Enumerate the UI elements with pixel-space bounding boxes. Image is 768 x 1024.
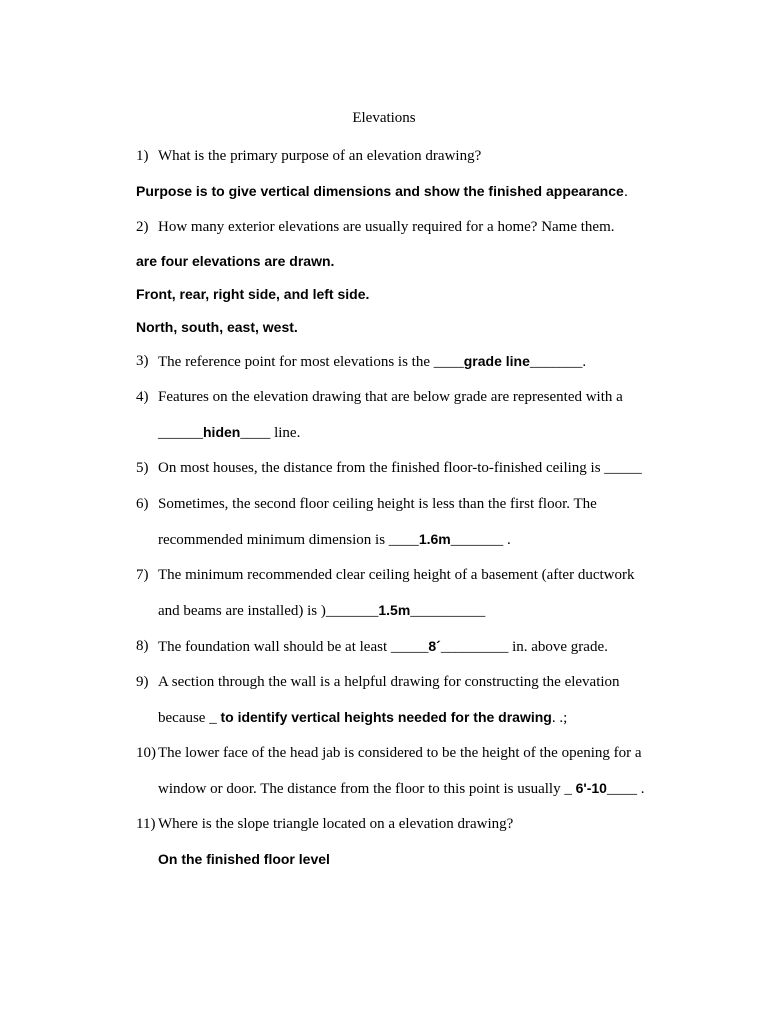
- question-4-number: 4): [136, 389, 149, 405]
- question-4-pre: ______: [158, 425, 203, 441]
- question-11-text: Where is the slope triangle located on a elevation drawing?: [158, 816, 514, 832]
- question-3-number: 3): [136, 353, 149, 369]
- question-9-number: 9): [136, 674, 149, 690]
- question-7-pre: and beams are installed) is )_______: [158, 603, 379, 619]
- question-6-answer: 1.6m: [418, 531, 451, 547]
- question-6-post: _______ .: [450, 532, 511, 548]
- question-8-number: 8): [136, 638, 149, 654]
- page-title: Elevations: [352, 110, 416, 126]
- question-9-pre: because _: [158, 710, 221, 726]
- question-7-answer: 1.5m: [378, 602, 411, 618]
- question-9-post: . .;: [551, 710, 568, 726]
- question-4-text: Features on the elevation drawing that are below grade are represented with a: [158, 389, 623, 405]
- question-3-answer: grade line: [463, 353, 530, 369]
- question-5-number: 5): [136, 460, 149, 476]
- question-8-answer: 8´: [428, 638, 441, 654]
- question-9-blank-line: [158, 708, 567, 727]
- question-6-text: Sometimes, the second floor ceiling height is less than the first floor. The: [158, 496, 597, 512]
- question-10-text: The lower face of the head jab is considered to be the height of the opening for a: [158, 745, 642, 761]
- question-3-post: _______.: [529, 354, 587, 370]
- question-7-blank-line: [158, 601, 485, 620]
- answer-text: Purpose is to give vertical dimensions and show the finished appearance: [136, 183, 624, 199]
- question-1-answer: [136, 182, 628, 201]
- question-6-blank-line: [158, 530, 511, 549]
- question-8-pre: The foundation wall should be at least _____: [158, 639, 429, 655]
- question-2-answer-3: North, south, east, west.: [136, 319, 298, 335]
- answer-end: .: [623, 183, 628, 200]
- question-7-text: The minimum recommended clear ceiling height of a basement (after ductwork: [158, 567, 635, 583]
- question-1-text: What is the primary purpose of an elevation drawing?: [158, 148, 482, 164]
- question-4-blank-line: [158, 423, 300, 442]
- question-11-answer: On the finished floor level: [158, 851, 330, 867]
- question-2-text: How many exterior elevations are usually required for a home? Name them.: [158, 219, 615, 235]
- question-10-answer: 6'-10: [575, 780, 607, 796]
- question-9-text: A section through the wall is a helpful drawing for constructing the elevation: [158, 674, 620, 690]
- question-7-number: 7): [136, 567, 149, 583]
- question-7-post: __________: [410, 603, 486, 619]
- question-5-text: On most houses, the distance from the finished floor-to-finished ceiling is _____: [158, 460, 642, 476]
- question-3-text: [158, 352, 586, 371]
- question-11-number: 11): [136, 816, 156, 832]
- question-10-pre: window or door. The distance from the floor to this point is usually _: [158, 781, 576, 797]
- question-10-blank-line: [158, 779, 644, 798]
- question-6-pre: recommended minimum dimension is ____: [158, 532, 419, 548]
- question-4-answer: hiden: [203, 424, 241, 440]
- question-8-post: _________ in. above grade.: [440, 639, 608, 655]
- question-8-text: [158, 637, 608, 656]
- question-9-answer: to identify vertical heights needed for the drawing: [220, 709, 552, 725]
- question-10-post: ____ .: [606, 781, 645, 797]
- question-2-number: 2): [136, 219, 149, 235]
- question-3-pre: The reference point for most elevations is the ____: [158, 354, 464, 370]
- question-4-post: ____ line.: [240, 425, 301, 441]
- question-1-number: 1): [136, 148, 149, 164]
- question-6-number: 6): [136, 496, 149, 512]
- question-2-answer-1: are four elevations are drawn.: [136, 253, 335, 269]
- question-10-number: 10): [136, 745, 156, 761]
- question-2-answer-2: Front, rear, right side, and left side.: [136, 286, 370, 302]
